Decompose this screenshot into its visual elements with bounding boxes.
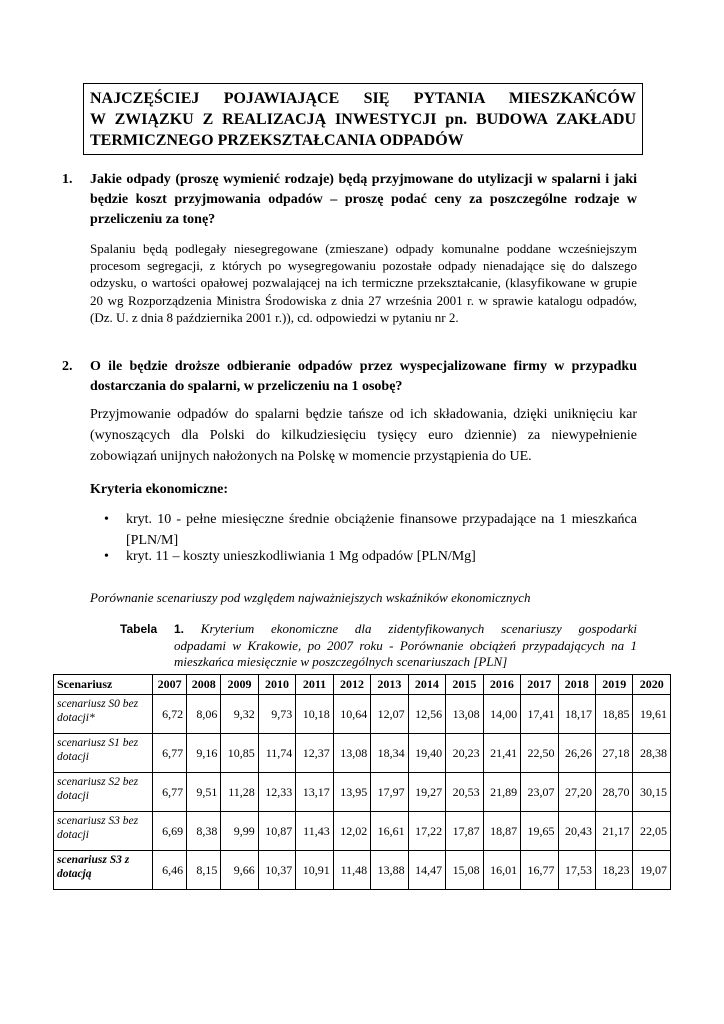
table-header-year: 2008 [187, 675, 221, 695]
scenario-name: scenariusz S0 bez dotacji* [54, 695, 153, 734]
table-header-year: 2016 [483, 675, 520, 695]
question-1-text: Jakie odpady (proszę wymienić rodzaje) będą przyjmowane do utylizacji w spalarni i jaki będzie koszt przyjmowania odpadów – proszę podać ceny za poszczególne rodzaje w przeliczeniu za tonę? [90, 172, 637, 227]
table-cell: 18,87 [483, 812, 520, 851]
table-cell: 18,23 [596, 851, 633, 890]
table-cell: 11,48 [333, 851, 370, 890]
table-cell: 20,23 [446, 734, 483, 773]
table-cell: 17,97 [371, 773, 408, 812]
table-cell: 12,07 [371, 695, 408, 734]
table-cell: 18,17 [558, 695, 595, 734]
table-cell: 12,37 [296, 734, 333, 773]
table-cell: 15,08 [446, 851, 483, 890]
criteria-bullet-1: kryt. 10 - pełne miesięczne średnie obciążenie finansowe przypadające na 1 mieszkańca [PLN/M] [126, 512, 637, 548]
table-header-year: 2015 [446, 675, 483, 695]
table-cell: 10,85 [221, 734, 258, 773]
table-cell: 28,70 [596, 773, 633, 812]
table-cell: 21,89 [483, 773, 520, 812]
document-title-line-3: TERMICZNEGO PRZEKSZTAŁCANIA ODPADÓW [90, 132, 464, 149]
table-cell: 19,40 [408, 734, 445, 773]
table-header-year: 2019 [596, 675, 633, 695]
table-cell: 13,08 [333, 734, 370, 773]
table-header-year: 2010 [258, 675, 295, 695]
table-cell: 13,17 [296, 773, 333, 812]
table-cell: 8,06 [187, 695, 221, 734]
table-cell: 8,38 [187, 812, 221, 851]
table-cell: 9,51 [187, 773, 221, 812]
table-cell: 17,22 [408, 812, 445, 851]
table-cell: 6,69 [153, 812, 187, 851]
table-row [54, 773, 671, 812]
table-caption [120, 621, 637, 671]
criteria-bullet-2: kryt. 11 – koszty unieszkodliwiania 1 Mg odpadów [PLN/Mg] [126, 549, 476, 564]
table-cell: 21,41 [483, 734, 520, 773]
table-header-year: 2013 [371, 675, 408, 695]
table-row [54, 734, 671, 773]
table-cell: 17,53 [558, 851, 595, 890]
table-cell: 19,65 [521, 812, 558, 851]
question-1-answer: Spalaniu będą podlegały niesegregowane (zmieszane) odpady komunalne poddane wcześniejszym procesom segregacji, z których po wysegregowaniu pozostałe odpady nienadające się do dalszego odzysku, o wartości opałowej pozwalającej na ich termiczne przekształcanie, (klasyfikowane w grupie 20 wg Rozporządzenia Ministra Środowiska z dnia 27 września 2001 r. w sprawie katalogu odpadów, (Dz. U. z dnia 8 października 2001 r.)), cd. odpowiedzi w pytaniu nr 2. [90, 241, 637, 325]
table-cell: 18,34 [371, 734, 408, 773]
comparison-line: Porównanie scenariuszy pod względem najważniejszych wskaźników ekonomicznych [90, 590, 531, 605]
table-cell: 19,27 [408, 773, 445, 812]
table-cell: 6,46 [153, 851, 187, 890]
table-cell: 11,43 [296, 812, 333, 851]
table-cell: 10,91 [296, 851, 333, 890]
table-cell: 13,88 [371, 851, 408, 890]
document-title-line-1: NAJCZĘŚCIEJ POJAWIAJĄCE SIĘ PYTANIA MIESZKAŃCÓW [90, 90, 636, 107]
table-cell: 16,77 [521, 851, 558, 890]
scenario-name: scenariusz S1 bez dotacji [54, 734, 153, 773]
table-cell: 14,47 [408, 851, 445, 890]
scenario-cost-table [53, 674, 671, 890]
table-cell: 18,85 [596, 695, 633, 734]
table-header-year: 2020 [633, 675, 671, 695]
table-cell: 6,77 [153, 773, 187, 812]
table-cell: 6,77 [153, 734, 187, 773]
table-cell: 20,43 [558, 812, 595, 851]
scenario-name: scenariusz S2 bez dotacji [54, 773, 153, 812]
table-cell: 12,02 [333, 812, 370, 851]
table-cell: 12,33 [258, 773, 295, 812]
table-header-year: 2011 [296, 675, 333, 695]
table-cell: 28,38 [633, 734, 671, 773]
table-cell: 10,18 [296, 695, 333, 734]
table-header-year: 2012 [333, 675, 370, 695]
table-cell: 13,95 [333, 773, 370, 812]
table-cell: 10,87 [258, 812, 295, 851]
bullet-glyph: • [104, 549, 109, 564]
table-cell: 10,37 [258, 851, 295, 890]
table-cell: 30,15 [633, 773, 671, 812]
table-row [54, 812, 671, 851]
table-cell: 10,64 [333, 695, 370, 734]
table-cell: 9,16 [187, 734, 221, 773]
table-cell: 23,07 [521, 773, 558, 812]
table-row [54, 851, 671, 890]
table-cell: 22,05 [633, 812, 671, 851]
table-cell: 9,32 [221, 695, 258, 734]
table-cell: 16,61 [371, 812, 408, 851]
table-cell: 27,20 [558, 773, 595, 812]
table-caption-line-3: mieszkańca miesięcznie w poszczególnych scenariuszach [PLN] [174, 654, 508, 669]
table-cell: 17,41 [521, 695, 558, 734]
table-cell: 22,50 [521, 734, 558, 773]
document-title-line-2: W ZWIĄZKU Z REALIZACJĄ INWESTYCJI pn. BUDOWA ZAKŁADU [90, 111, 636, 128]
table-cell: 27,18 [596, 734, 633, 773]
table-row [54, 695, 671, 734]
table-cell: 26,26 [558, 734, 595, 773]
table-header-year: 2018 [558, 675, 595, 695]
table-header-scenario: Scenariusz [54, 675, 153, 695]
table-header-row [54, 675, 671, 695]
table-cell: 9,99 [221, 812, 258, 851]
criteria-heading: Kryteria ekonomiczne: [90, 482, 229, 497]
table-cell: 20,53 [446, 773, 483, 812]
table-cell: 21,17 [596, 812, 633, 851]
table-cell: 6,72 [153, 695, 187, 734]
table-header-year: 2014 [408, 675, 445, 695]
table-cell: 19,61 [633, 695, 671, 734]
table-cell: 11,28 [221, 773, 258, 812]
document-title-box [83, 83, 643, 155]
table-cell: 12,56 [408, 695, 445, 734]
table-cell: 13,08 [446, 695, 483, 734]
scenario-name: scenariusz S3 z dotacją [54, 851, 153, 890]
table-cell: 9,73 [258, 695, 295, 734]
table-cell: 16,01 [483, 851, 520, 890]
table-caption-line-2: odpadami w Krakowie, po 2007 roku - Porównanie obciążeń przypadających na 1 [174, 637, 637, 653]
question-2-answer: Przyjmowanie odpadów do spalarni będzie tańsze od ich składowania, dzięki uniknięciu kar (wynoszących dla Polski do kilkudziesięciu tysięcy euro dziennie) za niewypełnienie zobowiązań unijnych nałożonych na Polskę w momencie przystąpienia do UE. [90, 407, 637, 464]
table-caption-label: Tabela 1. [120, 622, 184, 636]
table-cell: 8,15 [187, 851, 221, 890]
bullet-glyph: • [104, 512, 109, 527]
question-1-number: 1. [62, 172, 73, 187]
table-cell: 14,00 [483, 695, 520, 734]
table-cell: 19,07 [633, 851, 671, 890]
table-cell: 11,74 [258, 734, 295, 773]
table-header-year: 2009 [221, 675, 258, 695]
table-caption-line-1: Kryterium ekonomiczne dla zidentyfikowanych scenariuszy gospodarki [200, 621, 638, 636]
table-header-year: 2017 [521, 675, 558, 695]
table-cell: 9,66 [221, 851, 258, 890]
question-2-number: 2. [62, 359, 73, 374]
question-2-text: O ile będzie droższe odbieranie odpadów przez wyspecjalizowane firmy w przypadku dostarczania do spalarni, w przeliczeniu na 1 osobę? [90, 359, 637, 394]
table-cell: 17,87 [446, 812, 483, 851]
table-header-year: 2007 [153, 675, 187, 695]
scenario-name: scenariusz S3 bez dotacji [54, 812, 153, 851]
